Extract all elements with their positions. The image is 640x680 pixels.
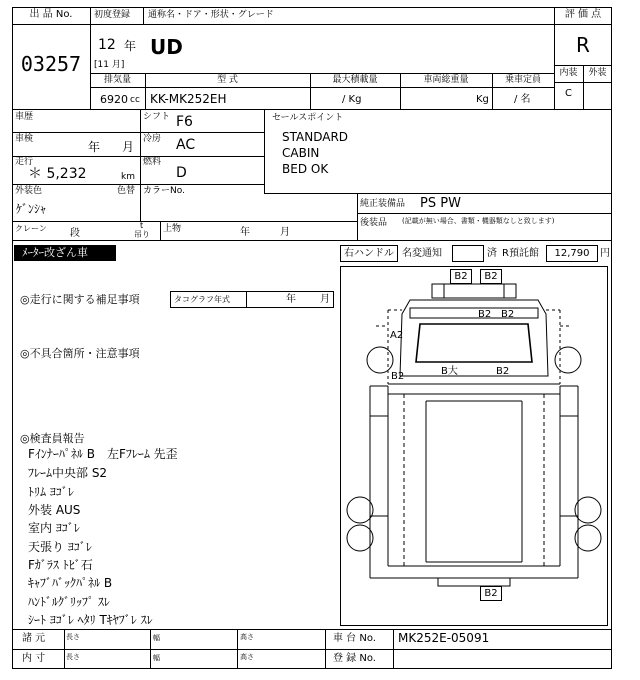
divider (12, 24, 90, 25)
divider (90, 24, 554, 25)
inspector-line: 外装 AUS (28, 503, 81, 517)
crane-stage-unit: 段 (70, 228, 80, 239)
sales-point-line: BED OK (282, 162, 329, 176)
rating-value: R (576, 33, 590, 57)
divider (90, 7, 91, 109)
damage-mark-cab-a2: A2 (390, 330, 404, 341)
divider (143, 7, 144, 24)
capacity-value: / 名 (514, 94, 531, 105)
divider (160, 221, 161, 240)
first-registration-label: 初度登録 (94, 10, 131, 20)
inspector-line: ｷｬﾌﾞﾊﾞｯｸﾊﾟﾈﾙ B (28, 576, 113, 590)
interior-grade-label: 内装 (559, 68, 578, 78)
lot-label: 出 品 No. (29, 9, 73, 20)
genuine-equipment-value: PS PW (420, 196, 461, 211)
chassis-number: MK252E-05091 (398, 631, 490, 645)
max-load-label: 最大積載量 (332, 75, 378, 85)
color-change-label: 色替 (117, 186, 136, 196)
model-value: KK-MK252EH (150, 92, 227, 106)
divider (325, 629, 326, 669)
damage-mark-center: B大 (441, 366, 458, 377)
inspector-line: Fｲﾝﾅｰﾊﾟﾈﾙ B 左Fﾌﾚｰﾑ 先歪 (28, 447, 178, 461)
inspector-line: ｼｰﾄ ﾖｺﾞﾚ ﾍﾀﾘ Tｷﾔﾌﾞﾚ ｽﾚ (28, 613, 153, 627)
mileage-label: 走行 (15, 157, 34, 167)
damage-mark-cab-right: B2 (501, 309, 515, 320)
model-label: 型 式 (217, 75, 238, 85)
width-label: 幅 (153, 654, 160, 662)
damage-mark-rear: B2 (484, 588, 498, 599)
aftermarket-label: 後装品 (360, 218, 388, 228)
length-label: 長さ (66, 633, 80, 641)
interior-dims-label: 内 寸 (22, 653, 46, 664)
divider (12, 156, 264, 157)
r-deposit-unit: 円 (600, 248, 610, 259)
tachograph-label: タコグラフ年式 (174, 295, 230, 304)
gross-weight-label: 車両総重量 (423, 75, 469, 85)
aircon-label: 冷房 (143, 134, 162, 144)
divider (237, 629, 238, 669)
height-label: 高さ (240, 653, 254, 661)
sales-points-label: セールスポイント (272, 113, 344, 123)
divider (12, 132, 264, 133)
height-label: 高さ (240, 633, 254, 641)
divider (357, 213, 612, 214)
lot-number: 03257 (20, 52, 82, 76)
aftermarket-note: (記載が無い場合、書類・機器類なしと致します) (402, 217, 555, 225)
defects-label: ◎不具合箇所・注意事項 (20, 347, 140, 360)
inspector-line: 天張り ﾖｺﾞﾚ (28, 540, 92, 554)
crane-label: クレーン (15, 224, 47, 233)
inspector-line: ﾄﾘﾑ ﾖｺﾞﾚ (28, 485, 74, 499)
divider (90, 73, 554, 74)
damage-mark-front-left: B2 (454, 271, 468, 282)
name-change-label: 名変通知 (402, 248, 442, 259)
r-deposit-label: R預託館 (502, 248, 539, 259)
tachograph-year-unit: 年 (286, 294, 296, 305)
divider (357, 193, 358, 240)
upper-month-unit: 月 (280, 227, 290, 238)
fuel-value: D (176, 165, 187, 181)
damage-mark-left-side: B2 (391, 371, 405, 382)
registration-year-unit: 年 (124, 39, 137, 53)
exterior-grade-label: 外装 (588, 68, 607, 78)
meter-tampered-banner: ﾒｰﾀｰ改ざん車 (14, 245, 116, 261)
inspector-line: 室内 ﾖｺﾞﾚ (28, 521, 80, 535)
inspector-line: ﾊﾝﾄﾞﾙｸﾞﾘｯﾌﾟ ｽﾚ (28, 595, 110, 609)
shaken-label: 車検 (15, 134, 34, 144)
displacement-label: 排気量 (103, 75, 131, 85)
capacity-label: 乗車定員 (504, 75, 541, 85)
shaken-year-unit: 年 (88, 140, 101, 154)
sales-point-line: STANDARD (282, 130, 349, 144)
car-name: UD (150, 35, 183, 59)
inspector-line: Fｶﾞﾗｽ ﾄﾋﾞ石 (28, 558, 93, 572)
divider (12, 629, 612, 630)
chassis-label: 車 台 No. (333, 633, 376, 644)
truck-diagram (340, 266, 608, 626)
length-label: 長さ (66, 653, 80, 661)
displacement-value: 6920 (100, 93, 128, 106)
divider (246, 291, 247, 308)
gross-weight-value: Kg (476, 94, 489, 105)
fuel-label: 燃料 (143, 157, 162, 167)
mileage-value: ＊ 5,232 (28, 166, 87, 182)
dimensions-label: 諸 元 (22, 633, 46, 644)
registration-month: [11 月] (94, 60, 125, 70)
shift-value: F6 (176, 114, 193, 130)
shift-label: シフト (143, 112, 171, 122)
interior-grade-value: C (565, 88, 572, 99)
divider (12, 649, 612, 650)
r-deposit-value: 12,790 (554, 248, 590, 259)
crane-lift-unit: 吊り (134, 230, 150, 239)
mileage-unit: km (121, 172, 135, 182)
car-name-label: 通称名・ドア・形状・グレード (148, 10, 274, 20)
name-change-done: 済 (487, 248, 497, 259)
registration-label: 登 録 No. (333, 653, 376, 664)
divider (393, 629, 394, 669)
tachograph-month-unit: 月 (320, 294, 330, 305)
divider (12, 109, 612, 110)
damage-mark-front-right: B2 (484, 271, 498, 282)
width-label: 幅 (153, 634, 160, 642)
displacement-unit: cc (130, 95, 140, 105)
sales-point-line: CABIN (282, 146, 320, 160)
history-label: 車歴 (15, 112, 34, 122)
crane-ton-unit: t (140, 221, 144, 230)
divider (150, 629, 151, 669)
divider (12, 240, 612, 241)
divider (12, 184, 264, 185)
divider (90, 87, 554, 88)
aircon-value: AC (176, 137, 196, 153)
divider (140, 109, 141, 221)
shaken-month-unit: 月 (122, 140, 135, 154)
registration-year: 12 (98, 37, 116, 53)
exterior-color-value: ｹﾞﾝｼｬ (16, 202, 47, 216)
damage-mark-cab-left: B2 (478, 309, 492, 320)
driving-notes-label: ◎走行に関する補足事項 (20, 293, 140, 306)
inspector-report-label: ◎検査員報告 (20, 432, 85, 445)
inspector-line: ﾌﾚｰﾑ中央部 S2 (28, 466, 108, 480)
right-hand-drive-text: 右ハンドル (344, 248, 394, 259)
rating-label: 評 価 点 (564, 9, 602, 20)
divider (264, 193, 612, 194)
exterior-color-label: 外装色 (15, 186, 43, 196)
genuine-equipment-label: 純正装備品 (360, 199, 406, 209)
upper-body-label: 上物 (163, 224, 182, 234)
color-code-label: カラーNo. (143, 186, 185, 196)
divider (554, 24, 612, 25)
divider (264, 109, 265, 193)
upper-year-unit: 年 (240, 227, 250, 238)
damage-mark-right-side: B2 (496, 366, 510, 377)
divider (64, 629, 65, 669)
name-change-box (452, 245, 484, 262)
divider (12, 221, 357, 222)
max-load-value: / Kg (342, 94, 362, 105)
